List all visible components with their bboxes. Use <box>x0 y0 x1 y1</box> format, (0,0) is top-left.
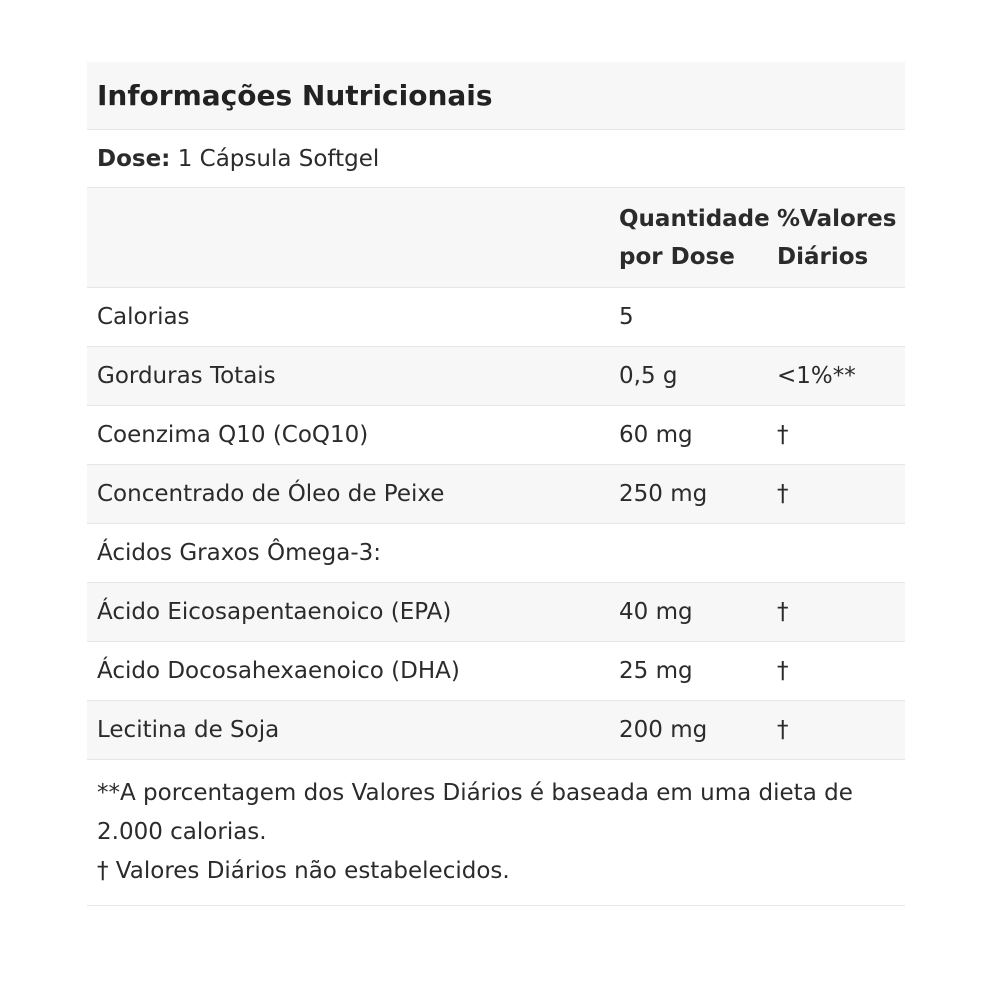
dose-label: Dose: <box>97 145 171 172</box>
footnotes <box>87 760 905 906</box>
table-row <box>87 288 905 347</box>
header-daily-value-line2: Diários <box>777 243 869 270</box>
dose-value: 1 Cápsula Softgel <box>177 145 380 172</box>
dose-cell <box>87 146 619 172</box>
table-row <box>87 524 905 583</box>
nutrient-name: Lecitina de Soja <box>97 717 280 743</box>
nutrient-name: Concentrado de Óleo de Peixe <box>97 481 445 507</box>
table-row <box>87 465 905 524</box>
table-row <box>87 406 905 465</box>
nutrient-daily-value: <1%** <box>777 363 856 389</box>
nutrient-quantity: 200 mg <box>619 717 708 743</box>
header-quantity-line1: Quantidade <box>619 205 770 232</box>
nutrient-quantity: 250 mg <box>619 481 708 507</box>
header-quantity <box>619 200 777 276</box>
table-row <box>87 701 905 760</box>
nutrient-daily-value: † <box>777 481 789 507</box>
footnote-not-established: † Valores Diários não estabelecidos. <box>97 858 510 884</box>
nutrient-quantity: 25 mg <box>619 658 693 684</box>
nutrient-quantity: 5 <box>619 304 634 330</box>
table-row <box>87 583 905 642</box>
page-title: Informações Nutricionais <box>97 79 493 112</box>
nutrient-name: Coenzima Q10 (CoQ10) <box>97 422 369 448</box>
nutrient-name: Ácido Docosahexaenoico (DHA) <box>97 658 460 684</box>
table-row <box>87 642 905 701</box>
footnote-daily-value-basis-cont: 2.000 calorias. <box>97 819 267 845</box>
table-row <box>87 347 905 406</box>
column-header-row <box>87 188 905 288</box>
nutrition-facts-table <box>87 62 905 906</box>
header-daily-value-line1: %Valores <box>777 205 897 232</box>
dose-row <box>87 130 905 188</box>
header-quantity-line2: por Dose <box>619 243 735 270</box>
nutrient-name: Calorias <box>97 304 190 330</box>
nutrient-quantity: 40 mg <box>619 599 693 625</box>
nutrient-quantity: 60 mg <box>619 422 693 448</box>
header-daily-value <box>777 200 905 276</box>
nutrient-daily-value: † <box>777 599 789 625</box>
nutrient-daily-value: † <box>777 422 789 448</box>
nutrient-daily-value: † <box>777 658 789 684</box>
nutrient-name: Ácido Eicosapentaenoico (EPA) <box>97 599 452 625</box>
nutrient-quantity: 0,5 g <box>619 363 678 389</box>
footnote-daily-value-basis: **A porcentagem dos Valores Diários é baseada em uma dieta de <box>97 780 853 806</box>
nutrient-name: Ácidos Graxos Ômega-3: <box>97 540 382 566</box>
nutrient-name: Gorduras Totais <box>97 363 276 389</box>
nutrient-daily-value: † <box>777 717 789 743</box>
table-title-row <box>87 62 905 130</box>
